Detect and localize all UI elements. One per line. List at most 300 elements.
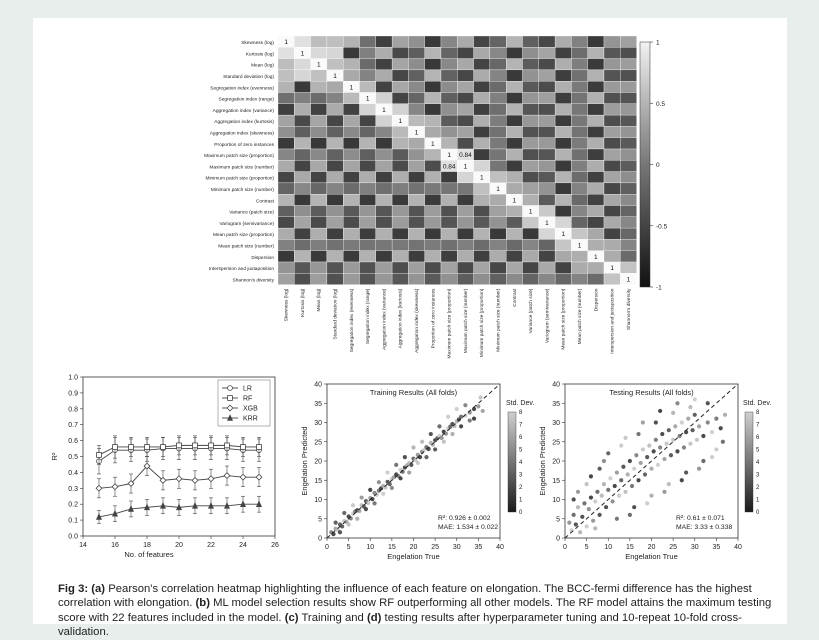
heatmap-cell (311, 36, 327, 47)
heatmap-cell-label: 1 (414, 129, 419, 137)
heatmap-cell (490, 70, 506, 81)
scatter-point (578, 530, 582, 534)
heatmap-cell (278, 239, 294, 250)
heatmap-row-label: Mean (log) (251, 63, 274, 69)
heatmap-column-label: Dispersion (594, 288, 600, 312)
heatmap-cell (457, 228, 473, 239)
line-chart-point (176, 476, 182, 482)
heatmap-cell (408, 115, 424, 126)
heatmap-column-label: Standard deviation (log) (333, 288, 339, 340)
line-chart-x-tick-label: 16 (111, 542, 119, 549)
heatmap-cell (425, 262, 441, 273)
scatter-point (710, 430, 714, 434)
scatter-point (656, 463, 660, 467)
scatter-point (334, 521, 338, 525)
heatmap-cell (408, 104, 424, 115)
heatmap-cell (539, 273, 555, 284)
heatmap-cell (408, 206, 424, 217)
scatter-x-tick-label: 15 (625, 544, 634, 551)
scatter-point (593, 499, 597, 503)
heatmap-cell (523, 251, 539, 262)
heatmap-cell (441, 194, 457, 205)
heatmap-row-label: Maximum patch size (proportion) (204, 154, 274, 160)
heatmap-cell (360, 115, 376, 126)
heatmap-cell (343, 206, 359, 217)
heatmap-cell (523, 239, 539, 250)
scatter-point (388, 482, 392, 486)
scatter-point (429, 432, 433, 436)
heatmap-cell (327, 172, 343, 183)
heatmap-cell (555, 194, 571, 205)
scatter-x-tick-label: 20 (409, 544, 418, 551)
heatmap-cell (294, 228, 310, 239)
heatmap-cell (474, 126, 490, 137)
heatmap-cell (408, 217, 424, 228)
line-chart-point (241, 445, 246, 450)
heatmap-cell (523, 228, 539, 239)
heatmap-cell (327, 273, 343, 284)
scatter-mae-label: MAE: 3.33 ± 0.338 (676, 524, 733, 531)
heatmap-cells (278, 36, 637, 285)
scatter-point (654, 420, 658, 424)
line-chart-point (224, 473, 230, 479)
scatter-x-tick-label: 5 (584, 544, 589, 551)
line-chart-point (192, 477, 198, 483)
heatmap-cell (425, 70, 441, 81)
scatter-y-tick-label: 20 (552, 458, 560, 466)
heatmap-cell (327, 149, 343, 160)
heatmap-cell (343, 70, 359, 81)
heatmap-cell (408, 160, 424, 171)
heatmap-cell (327, 217, 343, 228)
heatmap-cell (571, 115, 587, 126)
scatter-y-tick-label: 10 (552, 497, 560, 504)
heatmap-cell (343, 138, 359, 149)
heatmap-cell (425, 47, 441, 58)
heatmap-cell (441, 115, 457, 126)
line-chart-point (96, 485, 102, 491)
heatmap-cell (588, 228, 604, 239)
scatter-r2-label: R²: 0.61 ± 0.071 (676, 515, 725, 522)
heatmap-cell (457, 217, 473, 228)
heatmap-cell (327, 228, 343, 239)
heatmap-cell (392, 93, 408, 104)
heatmap-cell-label: 1 (382, 106, 386, 114)
heatmap-cell (425, 172, 441, 183)
heatmap-cell (539, 115, 555, 126)
line-chart-point (209, 443, 214, 448)
scatter-point (602, 459, 606, 463)
heatmap-cell (506, 217, 522, 228)
heatmap-cell (604, 160, 620, 171)
heatmap-cell (360, 206, 376, 217)
scatter-x-tick-label: 40 (734, 544, 742, 551)
heatmap-cell (408, 262, 424, 273)
heatmap-cell (457, 239, 473, 250)
heatmap-cell (588, 239, 604, 250)
heatmap-cell (604, 104, 620, 115)
heatmap-cell (474, 93, 490, 104)
heatmap-cell-label: 0.84 (459, 152, 472, 160)
scatter-point (589, 495, 593, 499)
heatmap-cell (327, 206, 343, 217)
heatmap-cell (490, 115, 506, 126)
heatmap-cell (408, 251, 424, 262)
heatmap-cell (506, 206, 522, 217)
scatter-y-tick-label: 30 (552, 420, 560, 427)
heatmap-cell (327, 59, 343, 70)
heatmap-cell (571, 206, 587, 217)
heatmap-cell (457, 172, 473, 183)
heatmap-cell (392, 273, 408, 284)
heatmap-cell (474, 149, 490, 160)
scatter-y-axis-label: Engelation Predicted (300, 426, 309, 496)
scatter-point (658, 445, 662, 449)
scatter-colorbar-tick-label: 5 (756, 447, 760, 454)
scatter-point (411, 445, 415, 449)
scatter-y-tick-label: 0 (556, 535, 560, 543)
heatmap-cell (588, 172, 604, 183)
heatmap-cell (506, 59, 522, 70)
scatter-point (385, 470, 389, 474)
scatter-point (619, 444, 623, 448)
heatmap-cell (327, 183, 343, 194)
heatmap-cell (327, 239, 343, 250)
scatter-point (623, 436, 627, 440)
scatter-point (582, 501, 586, 505)
heatmap-cell (555, 115, 571, 126)
heatmap-column-label: Aggregation index (skewness) (415, 288, 421, 353)
scatter-title: Testing Results (All folds) (609, 388, 694, 397)
heatmap-cell-label: 1 (316, 61, 321, 69)
heatmap-cell (457, 59, 473, 70)
heatmap-cell (474, 183, 490, 194)
heatmap-cell (588, 47, 604, 58)
heatmap-cell (523, 160, 539, 171)
heatmap-cell (360, 138, 376, 149)
caption-part-b-text: ML model selection results show RF outperforming all other models. The RF model attains the maximum testing score with 22 features included in the model. (58, 597, 772, 624)
heatmap-cell (294, 93, 310, 104)
heatmap-cell (343, 36, 359, 47)
heatmap-cell (523, 194, 539, 205)
legend-label: RF (243, 395, 253, 403)
scatter-x-tick-label: 25 (431, 544, 440, 551)
scatter-colorbar-tick-label: 0 (756, 510, 760, 517)
heatmap-cell (555, 59, 571, 70)
heatmap-cell (343, 183, 359, 194)
heatmap-cell (490, 172, 506, 183)
heatmap-cell (327, 126, 343, 137)
heatmap-cell (523, 36, 539, 47)
heatmap-cell (555, 81, 571, 92)
heatmap-cell (392, 262, 408, 273)
scatter-point (636, 478, 640, 482)
heatmap-cell (425, 251, 441, 262)
heatmap-cell (474, 217, 490, 228)
heatmap-cell (490, 239, 506, 250)
heatmap-colorbar-tick-label: -0.5 (656, 223, 668, 231)
heatmap-column-label: Mean (log) (317, 288, 323, 312)
scatter-point (450, 432, 454, 436)
scatter-point (398, 476, 402, 480)
heatmap-cell (490, 262, 506, 273)
line-chart-y-axis-label: R² (50, 452, 59, 461)
heatmap-column-label: Skewness (log) (284, 288, 290, 322)
scatter-colorbar-tick-label: 1 (756, 497, 760, 504)
heatmap-cell (327, 160, 343, 171)
heatmap-cell-label: 1 (349, 84, 354, 92)
scatter-x-tick-label: 25 (669, 544, 678, 551)
heatmap-cell-label: 1 (284, 39, 288, 47)
heatmap-cell (506, 228, 522, 239)
heatmap-colorbar-tick-label: 0.5 (656, 100, 666, 108)
heatmap-cell (474, 228, 490, 239)
heatmap-cell (392, 183, 408, 194)
heatmap-cell (311, 183, 327, 194)
heatmap-cell (311, 273, 327, 284)
heatmap-column-label: Mean patch size (proportion) (561, 288, 567, 350)
heatmap-cell (555, 183, 571, 194)
heatmap-cell (376, 47, 392, 58)
heatmap-cell (376, 36, 392, 47)
heatmap-cell (539, 93, 555, 104)
heatmap-cell (604, 194, 620, 205)
heatmap-row-label: Variogram (semivariance) (219, 221, 274, 227)
heatmap-cell (360, 228, 376, 239)
caption-part-b-label: (b) (195, 597, 210, 610)
heatmap-cell (343, 194, 359, 205)
heatmap-cell (327, 93, 343, 104)
heatmap-cell (294, 59, 310, 70)
heatmap-cell (457, 126, 473, 137)
line-chart-y-tick-label: 0.2 (68, 501, 78, 509)
heatmap-column-label: Mean patch size (number) (578, 288, 584, 345)
heatmap-cell (474, 138, 490, 149)
heatmap-cell (441, 104, 457, 115)
heatmap-cell (506, 70, 522, 81)
scatter-point (424, 455, 428, 459)
heatmap-cell (523, 149, 539, 160)
heatmap-cell (392, 228, 408, 239)
heatmap-cell (523, 138, 539, 149)
heatmap-cell (392, 172, 408, 183)
heatmap-cell (620, 206, 636, 217)
heatmap-cell (360, 104, 376, 115)
scatter-point (463, 403, 467, 407)
heatmap-cell (490, 228, 506, 239)
scatter-point (615, 470, 619, 474)
heatmap-cell (620, 93, 636, 104)
figure-caption (58, 582, 778, 640)
heatmap-row-label: Contrast (255, 199, 274, 205)
heatmap-cell (523, 217, 539, 228)
heatmap-cell (490, 126, 506, 137)
heatmap-cell (457, 70, 473, 81)
scatter-x-tick-label: 30 (452, 544, 461, 551)
heatmap-cell (539, 59, 555, 70)
caption-part-a-text: Pearson's correlation heatmap highlighting the influence of each feature on elongation. The BCC-fermi difference has the highest correlation with elongation. (58, 583, 752, 610)
heatmap-cell (360, 126, 376, 137)
heatmap-cell (425, 217, 441, 228)
heatmap-cell (392, 70, 408, 81)
line-chart-y-tick-label: 0.9 (68, 390, 78, 398)
heatmap-column-label: Maximum patch size (number) (463, 288, 469, 354)
scatter-x-axis-label: Engelation True (387, 552, 440, 561)
heatmap-cell-label: 1 (561, 231, 566, 239)
heatmap-cell (620, 262, 636, 273)
heatmap-cell (490, 251, 506, 262)
scatter-x-tick-label: 30 (690, 544, 699, 551)
scatter-y-tick-label: 10 (314, 497, 322, 504)
heatmap-cell (506, 36, 522, 47)
scatter-point (617, 494, 621, 498)
heatmap-cell (523, 47, 539, 58)
scatter-point (576, 505, 580, 509)
heatmap-cell (278, 138, 294, 149)
line-chart-x-tick-label: 14 (79, 542, 87, 549)
heatmap-cell (441, 47, 457, 58)
heatmap-cell (376, 138, 392, 149)
heatmap-cell (604, 81, 620, 92)
scatter-point (602, 482, 606, 486)
scatter-y-tick-label: 0 (318, 535, 322, 543)
heatmap-cell (425, 149, 441, 160)
heatmap-column-label: Aggregation index (kurtosis) (398, 288, 404, 349)
heatmap-cell (425, 104, 441, 115)
heatmap-cell (343, 273, 359, 284)
heatmap-cell (588, 206, 604, 217)
heatmap-cell (278, 206, 294, 217)
heatmap-cell (441, 59, 457, 70)
scatter-point (437, 424, 441, 428)
heatmap-cell (294, 160, 310, 171)
heatmap-cell (620, 239, 636, 250)
heatmap-cell-label: 1 (626, 276, 631, 284)
scatter-colorbar-tick-label: 7 (519, 422, 523, 429)
scatter-point (433, 447, 437, 451)
heatmap-cell (604, 36, 620, 47)
scatter-point (697, 424, 701, 428)
scatter-point (643, 472, 647, 476)
scatter-title: Training Results (All folds) (369, 388, 458, 397)
heatmap-cell (294, 206, 310, 217)
heatmap-cell (392, 81, 408, 92)
scatter-point (684, 470, 688, 474)
heatmap-cell (474, 251, 490, 262)
line-chart-y-tick-label: 0.5 (68, 454, 78, 461)
caption-part-d-label: (d) (366, 611, 382, 624)
scatter-point (662, 457, 666, 461)
scatter-point (595, 490, 599, 494)
scatter-point (630, 484, 634, 488)
heatmap-cell (620, 36, 636, 47)
scatter-point (636, 432, 640, 436)
heatmap-cell-label: 1 (610, 265, 614, 273)
heatmap-cell (376, 183, 392, 194)
heatmap-cell (620, 217, 636, 228)
heatmap-cell (360, 183, 376, 194)
scatter-point (660, 432, 664, 436)
line-series-xgb (96, 457, 262, 498)
heatmap-cell (408, 273, 424, 284)
heatmap-cell (441, 228, 457, 239)
heatmap-cell (278, 160, 294, 171)
heatmap-cell (327, 262, 343, 273)
scatter-point (372, 501, 376, 505)
heatmap-cell (425, 81, 441, 92)
heatmap-cell (604, 273, 620, 284)
heatmap-cell (571, 59, 587, 70)
heatmap-cell (555, 160, 571, 171)
heatmap-row-label: Segregation index (range) (218, 97, 274, 103)
heatmap-cell (343, 149, 359, 160)
heatmap-cell (620, 47, 636, 58)
heatmap-cell (294, 273, 310, 284)
heatmap-cell (571, 160, 587, 171)
heatmap-cell (571, 93, 587, 104)
scatter-point (478, 395, 482, 399)
scatter-colorbar-tick-label: 6 (756, 435, 760, 442)
scatter-point (667, 428, 671, 432)
heatmap-colorbar-tick-label: 1 (656, 39, 660, 47)
heatmap-cell (327, 47, 343, 58)
heatmap-cell (588, 115, 604, 126)
heatmap-cell (474, 81, 490, 92)
heatmap-cell (343, 239, 359, 250)
heatmap-cell (343, 228, 359, 239)
heatmap-cell (588, 126, 604, 137)
scatter-point (721, 440, 725, 444)
heatmap-cell (343, 251, 359, 262)
heatmap-cell (571, 228, 587, 239)
heatmap-cell (571, 183, 587, 194)
scatter-mae-label: MAE: 1.534 ± 0.022 (438, 524, 499, 531)
scatter-colorbar-tick-label: 3 (756, 472, 760, 479)
heatmap-row-label: Proportion of zero instances (214, 142, 274, 148)
scatter-point (645, 455, 649, 459)
heatmap-cell (425, 206, 441, 217)
heatmap-cell (376, 228, 392, 239)
heatmap-cell (604, 217, 620, 228)
heatmap-cell (311, 239, 327, 250)
caption-part-d-text: testing results after hyperparameter tuning and 10-repeat 10-fold cross-validation. (58, 611, 742, 639)
heatmap-cell (539, 172, 555, 183)
line-chart-y-tick-label: 0.4 (68, 469, 78, 477)
line-chart-y-tick-label: 0.7 (68, 422, 78, 430)
line-chart-y-tick-label: 0.6 (68, 438, 78, 446)
heatmap-cell (539, 239, 555, 250)
heatmap-cell (278, 217, 294, 228)
scatter-point (338, 530, 342, 534)
scatter-x-axis-label: Engelation True (625, 552, 678, 561)
heatmap-cell (278, 126, 294, 137)
heatmap-cell (539, 160, 555, 171)
heatmap-cell (408, 194, 424, 205)
heatmap-column-label: Kurtosis (log) (300, 288, 306, 317)
heatmap-cell (278, 172, 294, 183)
heatmap-cell (278, 81, 294, 92)
scatter-point (649, 494, 653, 498)
heatmap-cell (490, 81, 506, 92)
heatmap-cell (294, 104, 310, 115)
scatter-point (693, 413, 697, 417)
scatter-point (440, 436, 444, 440)
heatmap-cell (343, 93, 359, 104)
heatmap-cell (441, 81, 457, 92)
caption-part-c-text: Training and (298, 611, 367, 624)
scatter-point (613, 484, 617, 488)
heatmap-cell (571, 81, 587, 92)
